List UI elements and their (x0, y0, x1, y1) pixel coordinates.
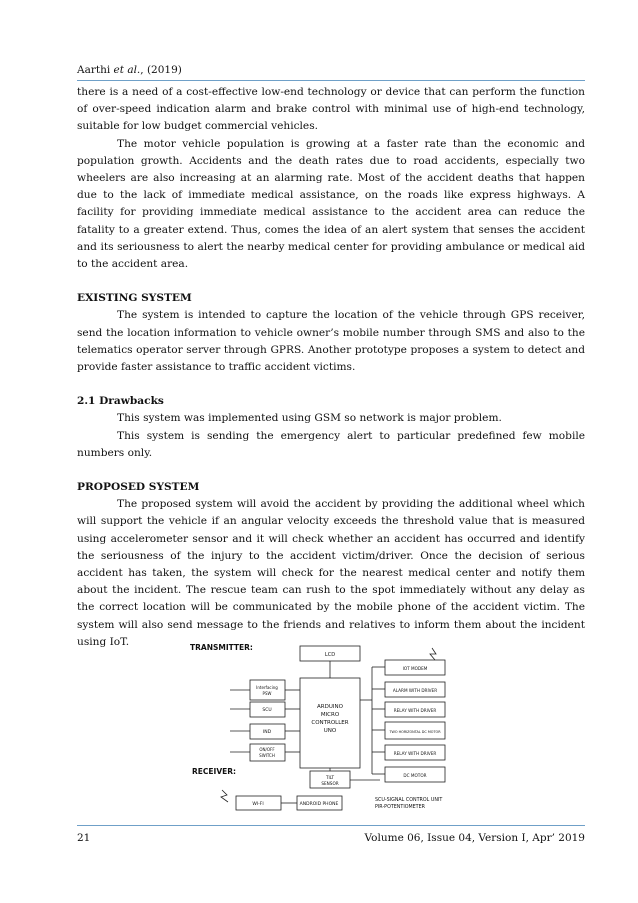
proposed-system-text: The proposed system will avoid the accident by providing the additional wheel which will support the vehicle if an angular velocity exceeds the threshold value that is measured using accelerometer sensor and it will check whether an accident has occurred and identify the seriousness of the injury to the accident victim/driver. Once the decision of serious accident has taken, the system will check for the nearest medical center and notify them about the incident. The rescue team can rush to the spot immediately without any delay as the correct location will be communicated by the mobile phone of the accident victim. The system will also send message to the friends and relatives to inform them about the incident using IoT. (77, 498, 585, 648)
existing-system-text: The system is intended to capture the location of the vehicle through GPS receiver, send the location information to vehicle owner’s mobile number through SMS and also to the telematics operator server through GPRS. Another prototype proposes a system to detect and provide faster assistance to traffic accident victims. (77, 309, 585, 374)
page-number: 21 (77, 832, 91, 844)
mcu-line-3: CONTROLLER (311, 720, 349, 726)
right-box-3-label: RELAY WITH DRIVER (393, 708, 437, 713)
right-box-4-label: TWO HORIZONTAL DC MOTOR (389, 730, 441, 734)
right-box-6-label: DC MOTOR (403, 773, 427, 778)
right-box-1-label: IOT MODEM (402, 666, 428, 671)
left-box-4-line-2: SWITCH (259, 753, 275, 758)
wifi-label: WI-FI (252, 802, 264, 807)
footer-rule (77, 825, 585, 826)
article-body (77, 84, 585, 651)
proposed-system-heading: PROPOSED SYSTEM (77, 481, 200, 494)
page-footer (77, 832, 585, 844)
left-box-1 (250, 680, 285, 700)
lcd-label: LCD (324, 652, 336, 658)
mcu-line-2: MICRO (320, 712, 340, 718)
header-year: , (2019) (140, 64, 182, 76)
paragraph-1: there is a need of a cost-effective low-end technology or device that can perform the function of over-speed indication alarm and brake control with minimal use of high-end technology, suitable for low budget commercial vehicles. (77, 86, 585, 133)
antenna-icon-receiver (221, 790, 228, 802)
note-line-2: PIR-POTENTIOMETER (375, 805, 425, 810)
paragraph-2: The motor vehicle population is growing at a faster rate than the economic and population growth. Accidents and the death rates due to road accidents, especially two wheelers are also increasing at an alarming rate. Most of the accident deaths that happen due to the lack of immediate medical assistance, on the roads like express highways. A facility for providing immediate medical assistance to the accident area can reduce the fatality to a greater extend. Thus, comes the idea of an alert system that senses the accident and its seriousness to alert the nearby medical center for providing ambulance or medical aid to the accident area. (77, 137, 585, 271)
left-box-3-label: IND (262, 730, 272, 735)
tilt-line-2: SENSOR (321, 781, 339, 786)
volume-info: Volume 06, Issue 04, Version I, Apr’ 2019 (364, 832, 585, 844)
existing-system-heading: EXISTING SYSTEM (77, 292, 192, 305)
header-etal: et al. (113, 64, 141, 76)
antenna-icon (430, 648, 436, 660)
left-box-4-line-1: ON/OFF (259, 747, 275, 752)
receiver-label: RECEIVER: (192, 767, 237, 776)
drawbacks-heading: 2.1 Drawbacks (77, 395, 164, 408)
right-box-5-label: RELAY WITH DRIVER (393, 751, 437, 756)
mcu-line-4: UNO (323, 728, 337, 734)
running-header (77, 64, 182, 76)
drawbacks-line-1: This system was implemented using GSM so network is major problem. (117, 412, 502, 425)
header-rule (77, 80, 585, 81)
tilt-line-1: TILT (325, 775, 335, 780)
transmitter-label: TRANSMITTER: (190, 643, 253, 652)
android-label: ANDROID PHONE (299, 802, 339, 807)
note-line-1: SCU-SIGNAL CONTROL UNIT (375, 798, 443, 803)
header-author: Aarthi (77, 64, 111, 76)
block-diagram (170, 640, 480, 820)
left-box-1-line-1: Interfacing (256, 685, 278, 690)
right-box-2-label: ALARM WITH DRIVER (392, 688, 438, 693)
left-box-2-label: SCU (262, 708, 272, 713)
mcu-line-1: ARDUINO (317, 704, 343, 710)
drawbacks-line-2: This system is sending the emergency alert to particular predefined few mobile numbers only. (77, 429, 585, 459)
left-box-1-line-2: PSW (262, 691, 272, 696)
